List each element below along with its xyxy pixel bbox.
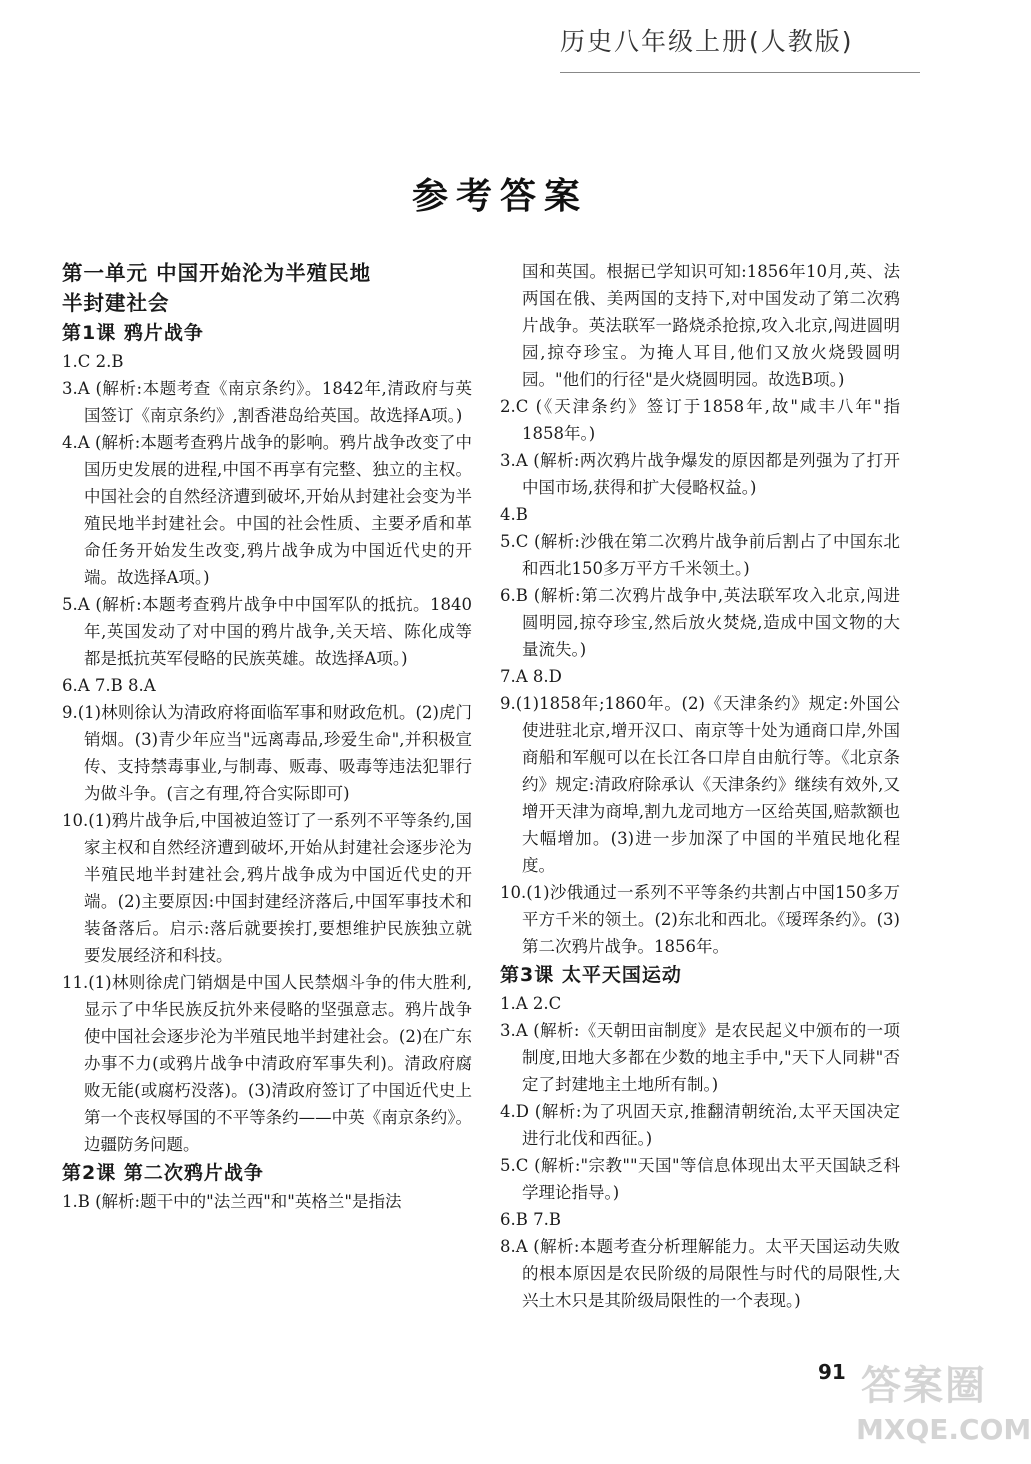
answer-item: 5.C (解析:"宗教""天国"等信息体现出太平天国缺乏科学理论指导。): [500, 1156, 900, 1202]
answer-item: 10.(1)鸦片战争后,中国被迫签订了一系列不平等条约,国家主权和自然经济遭到破坏,开始从封建社会逐步沦为半殖民地半封建社会,鸦片战争成为中国近代史的开端。(2)主要原因:中国封建经济落后,中国军事技术和装备落后。启示:落后就要挨打,要想维护民族独立就要发展经济和科技。: [62, 811, 472, 965]
lesson1-title: 第1课 鸦片战争: [62, 322, 204, 344]
answer-item: 4.A (解析:本题考查鸦片战争的影响。鸦片战争改变了中国历史发展的进程,中国不再享有完整、独立的主权。中国社会的自然经济遭到破坏,开始从封建社会变为半殖民地半封建社会。中国的社会性质、主要矛盾和革命任务开始发生改变,鸦片战争成为中国近代史的开端。故选择A项。): [62, 433, 472, 587]
header-rule: [560, 72, 920, 73]
answer-item: 10.(1)沙俄通过一系列不平等条约共割占中国150多万平方千米的领土。(2)东北和西北。《瑷珲条约》。(3)第二次鸦片战争。1856年。: [500, 883, 900, 956]
answer-continuation: 国和英国。根据已学知识可知:1856年10月,英、法两国在俄、美两国的支持下,对中国发动了第二次鸦片战争。英法联军一路烧杀抢掠,攻入北京,闯进圆明园,掠夺珍宝。为掩人耳目,他们又放火烧毁圆明园。"他们的行径"是火烧圆明园。故选B项。): [522, 262, 900, 389]
answer-item: 6.B (解析:第二次鸦片战争中,英法联军攻入北京,闯进圆明园,掠夺珍宝,然后放火焚烧,造成中国文物的大量流失。): [500, 586, 900, 659]
lesson3-title: 第3课 太平天国运动: [500, 964, 682, 986]
left-column: [62, 258, 472, 1215]
answer-item: 6.A 7.B 8.A: [62, 676, 156, 695]
page-number: 91: [818, 1360, 846, 1384]
answer-item: 7.A 8.D: [500, 667, 562, 686]
answer-item: 3.A (解析:两次鸦片战争爆发的原因都是列强为了打开中国市场,获得和扩大侵略权益。): [500, 451, 900, 497]
answer-item: 9.(1)林则徐认为清政府将面临军事和财政危机。(2)虎门销烟。(3)青少年应当"远离毒品,珍爱生命",并积极宣传、支持禁毒事业,与制毒、贩毒、吸毒等违法犯罪行为做斗争。(言之有理,符合实际即可): [62, 703, 472, 803]
answer-item: 4.B: [500, 505, 528, 524]
watermark-logo-text: 答案圈: [861, 1363, 987, 1409]
answer-item: 1.B (解析:题干中的"法兰西"和"英格兰"是指法: [62, 1192, 402, 1211]
answer-item: 1.C 2.B: [62, 352, 124, 371]
answer-item: 11.(1)林则徐虎门销烟是中国人民禁烟斗争的伟大胜利,显示了中华民族反抗外来侵略的坚强意志。鸦片战争使中国社会逐步沦为半殖民地半封建社会。(2)在广东办事不力(或鸦片战争中清政府军事失利)。清政府腐败无能(或腐朽没落)。(3)清政府签订了中国近代史上第一个丧权辱国的不平等条约——中英《南京条约》。边疆防务问题。: [62, 973, 472, 1154]
unit-title-line1: 第一单元 中国开始沦为半殖民地: [62, 261, 372, 285]
answer-item: 1.A 2.C: [500, 994, 562, 1013]
answer-item: 8.A (解析:本题考查分析理解能力。太平天国运动失败的根本原因是农民阶级的局限性与时代的局限性,大兴土木只是其阶级局限性的一个表现。): [500, 1237, 900, 1310]
page-title: 参考答案: [411, 176, 588, 217]
book-title-header: 历史八年级上册(人教版): [560, 27, 854, 56]
answer-item: 5.A (解析:本题考查鸦片战争中中国军队的抵抗。1840年,英国发动了对中国的鸦片战争,关天培、陈化成等都是抵抗英军侵略的民族英雄。故选择A项。): [62, 595, 472, 668]
right-column: [500, 258, 900, 1314]
answer-item: 9.(1)1858年;1860年。(2)《天津条约》规定:外国公使进驻北京,增开汉口、南京等十处为通商口岸,外国商船和军舰可以在长江各口岸自由航行等。《北京条约》规定:清政府除承认《天津条约》继续有效外,又增开天津为商埠,割九龙司地方一区给英国,赔款额也大幅增加。(3)进一步加深了中国的半殖民地化程度。: [500, 694, 900, 875]
answer-item: 6.B 7.B: [500, 1210, 561, 1229]
watermark-logo: [856, 1360, 1031, 1456]
answer-item: 4.D (解析:为了巩固天京,推翻清朝统治,太平天国决定进行北伐和西征。): [500, 1102, 900, 1148]
answer-item: 3.A (解析:本题考查《南京条约》。1842年,清政府与英国签订《南京条约》,割香港岛给英国。故选择A项。): [62, 379, 472, 425]
answer-item: 3.A (解析:《天朝田亩制度》是农民起义中颁布的一项制度,田地大多都在少数的地主手中,"天下人同耕"否定了封建地主土地所有制。): [500, 1021, 900, 1094]
answer-item: 5.C (解析:沙俄在第二次鸦片战争前后割占了中国东北和西北150多万平方千米领土。): [500, 532, 900, 578]
answer-item: 2.C (《天津条约》签订于1858年,故"咸丰八年"指1858年。): [500, 397, 900, 443]
watermark-url: MXQE.COM: [856, 1413, 1031, 1446]
lesson2-title: 第2课 第二次鸦片战争: [62, 1162, 264, 1184]
unit-title-line2: 半封建社会: [62, 291, 170, 315]
